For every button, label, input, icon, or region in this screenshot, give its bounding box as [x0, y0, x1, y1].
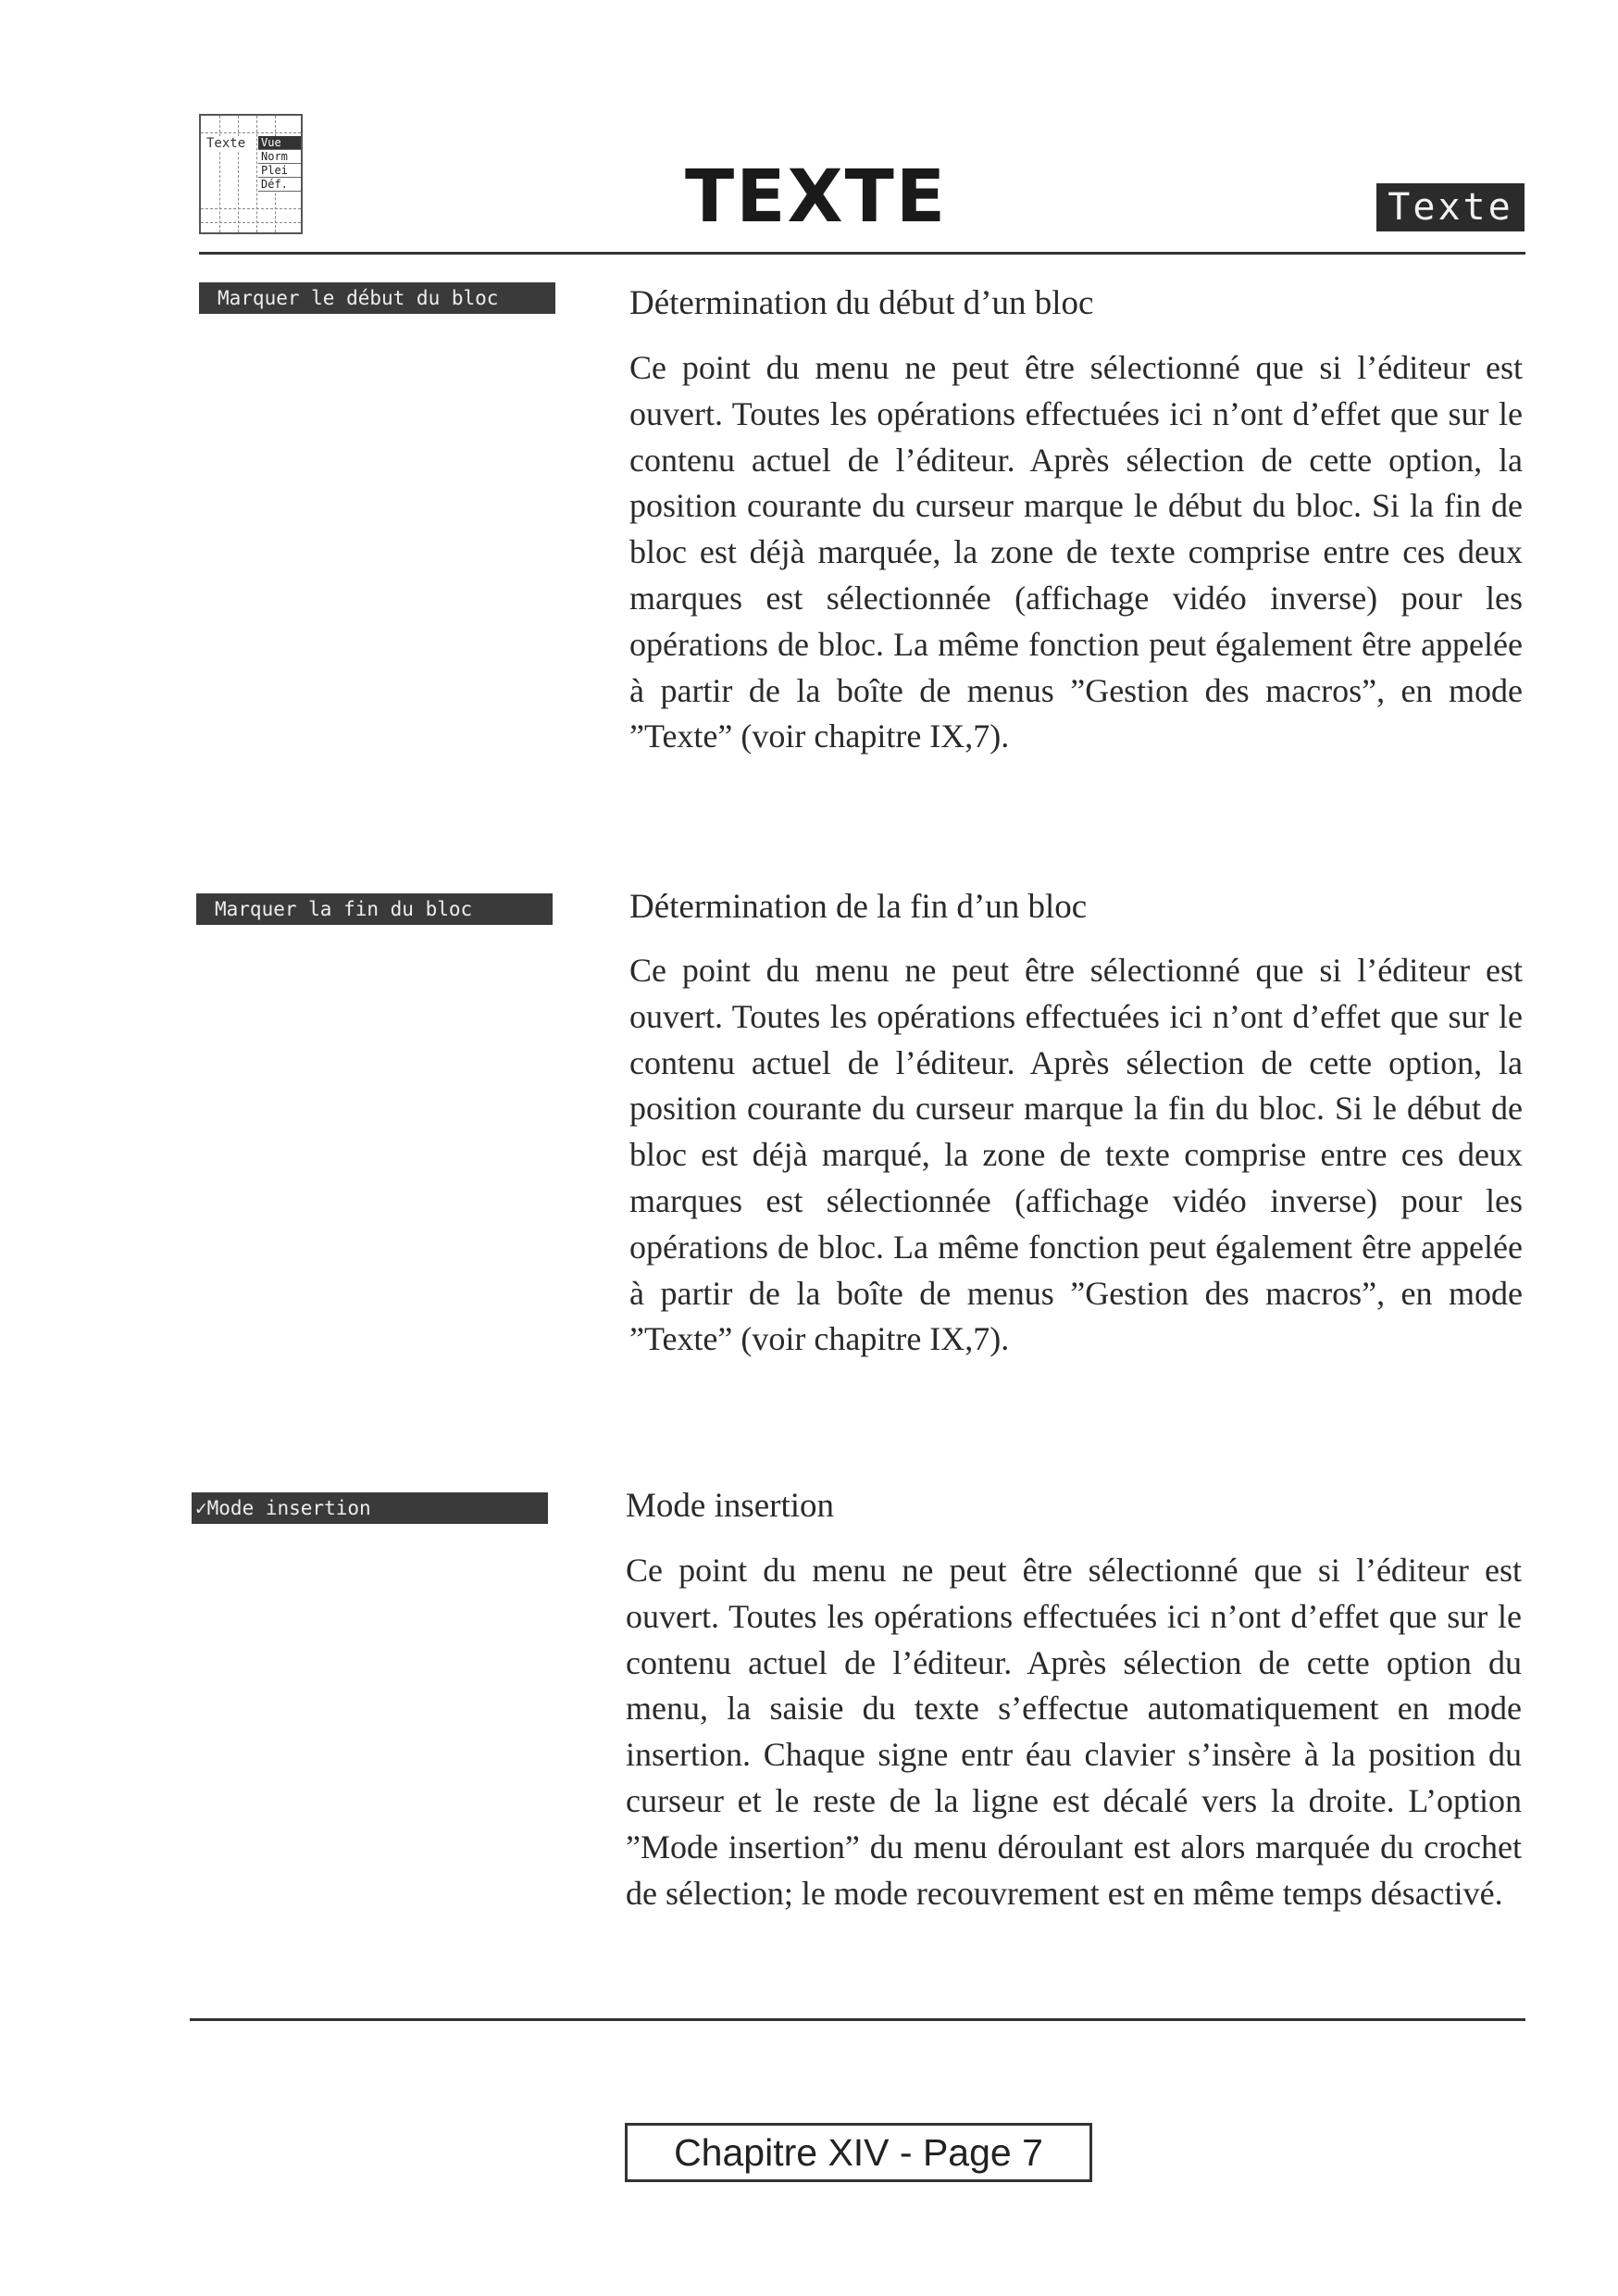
page-number-box: Chapitre XIV - Page 7 [625, 2123, 1092, 2182]
mini-menu-item: Plei [258, 164, 301, 178]
header-divider [199, 252, 1525, 255]
section-body: Ce point du menu ne peut être sélectionné que si l’éditeur est ouvert. Toutes les opérations effectuées ici n’ont d’effet que sur le contenu actuel de l’éditeur. Après sélection de cette option, la position courante du curseur marque la fin du bloc. Si le début de bloc est déjà marqué, la zone de texte comprise entre ces deux marques est sélectionnée (affichage vidéo inverse) pour les opérations de bloc. La même fonction peut également être appelée à partir de la boîte de menus ”Gestion des macros”, en mode ”Texte” (voir chapitre IX,7). [629, 952, 1523, 1358]
mini-menu-items [258, 136, 301, 192]
section-body: Ce point du menu ne peut être sélectionné que si l’éditeur est ouvert. Toutes les opérations effectuées ici n’ont d’effet que sur le contenu actuel de l’éditeur. Après sélection de cette option, la position courante du curseur marque le début du bloc. Si la fin de bloc est déjà marquée, la zone de texte comprise entre ces deux marques est sélectionnée (affichage vidéo inverse) pour les opérations de bloc. La même fonction peut également être appelée à partir de la boîte de menus ”Gestion des macros”, en mode ”Texte” (voir chapitre IX,7). [629, 349, 1523, 755]
mini-menu-title: Texte [206, 136, 246, 151]
menu-title-badge: Texte [1376, 183, 1525, 231]
section-body: Ce point du menu ne peut être sélectionné que si l’éditeur est ouvert. Toutes les opérations effectuées ici n’ont d’effet que sur le contenu actuel de l’éditeur. Après sélection de cette option du menu, la saisie du texte s’effectue automatiquement en mode insertion. Chaque signe entr éau clavier s’insère à la position du curseur et le reste de la ligne est décalé vers la droite. L’option ”Mode insertion” du menu déroulant est alors marquée du crochet de sélection; le mode recouvrement est en même temps désactivé. [626, 1552, 1522, 1912]
section-heading: Détermination de la fin d’un bloc [629, 888, 1088, 926]
mini-menu-item: Déf. [258, 178, 301, 192]
section-heading: Mode insertion [626, 1487, 835, 1525]
section-heading: Détermination du début d’un bloc [629, 284, 1094, 322]
menu-item-marquer-debut: Marquer le début du bloc [199, 282, 555, 314]
menu-thumbnail-icon [199, 114, 303, 234]
menu-item-marquer-fin: Marquer la fin du bloc [196, 893, 553, 925]
menu-item-mode-insertion: ✓Mode insertion [192, 1492, 548, 1524]
footer-divider [190, 2018, 1525, 2021]
page-title: TEXTE [685, 156, 948, 239]
mini-menu-item: Norm [258, 150, 301, 164]
mini-menu-item: Vue [258, 136, 301, 150]
